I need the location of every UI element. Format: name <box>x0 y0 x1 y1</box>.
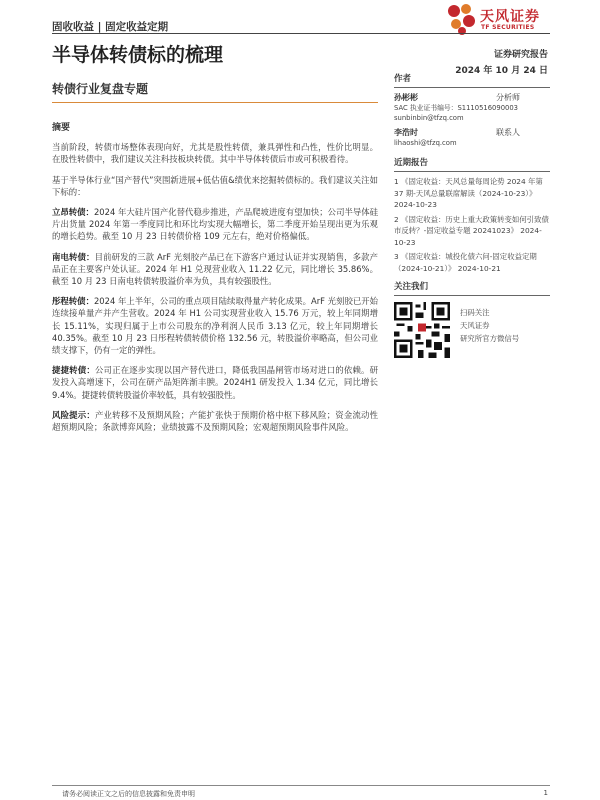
paragraph-lead: 彤程转债： <box>52 296 94 307</box>
author-email[interactable]: sunbinbin@tfzq.com <box>394 114 464 122</box>
author-role: 联系人 <box>496 128 520 137</box>
report-date: 2024 年 10 月 24 日 <box>455 66 548 76</box>
paragraph-text: 产业转移不及预期风险；产能扩张快于预期价格中枢下移风险；资金流动性超预期风险；条款博弈风险；业绩披露不及预期风险；宏观超预期风险事件风险。 <box>52 409 379 433</box>
report-type: 证券研究报告 <box>493 50 548 60</box>
recent-report-item[interactable]: 3 《固定收益：城投化债六问-固定收益定期（2024-10-21）》 2024-10-21 <box>394 252 537 273</box>
summary-paragraph <box>52 206 378 243</box>
paragraph-lead: 捷捷转债： <box>52 365 95 376</box>
paragraph-text: 公司正在逐步实现以国产替代进口，降低我国晶闸管市场对进口的依赖。研发投入高增速下，公司在研产品矩阵渐丰腴。2024H1 研发投入 1.34 亿元，同比增长 9.4%。捷捷转债转股溢价率较低，具有较强股性。 <box>52 365 379 400</box>
logo-text-en: TF SECURITIES <box>481 24 535 31</box>
author-email[interactable]: lihaoshi@tfzq.com <box>394 139 457 147</box>
follow-us <box>394 282 550 358</box>
qr-line: 天风证券 <box>460 321 490 330</box>
follow-title: 关注我们 <box>394 282 550 296</box>
paragraph-text: 基于半导体行业“国产替代”突围新进展+低估值&绩优来挖掘转债标的。我们建议关注如下标的： <box>52 174 378 197</box>
summary-section <box>52 122 378 441</box>
page-number: 1 <box>543 789 548 797</box>
summary-paragraph <box>52 364 378 401</box>
qr-code-icon <box>394 302 450 358</box>
footer-disclaimer: 请务必阅读正文之后的信息披露和免责申明 <box>62 790 195 798</box>
summary-paragraph <box>52 295 378 356</box>
author-card <box>394 92 550 123</box>
sidebar <box>394 74 550 358</box>
logo-text-cn: 天风证券 <box>480 9 540 25</box>
paragraph-lead: 立昂转债： <box>52 207 94 218</box>
paragraph-lead: 风险提示： <box>52 409 95 420</box>
recent-report-item[interactable]: 1 《固定收益：天风总量每周论势 2024 年第 37 期-天风总量联席解读（2024-10-23）》 2024-10-23 <box>394 177 543 209</box>
page-subtitle: 转债行业复盘专题 <box>52 82 149 96</box>
recent-reports-title: 近期报告 <box>394 158 550 172</box>
recent-reports <box>394 158 550 274</box>
summary-paragraph <box>52 251 378 288</box>
recent-report-item[interactable]: 2 《固定收益：历史上重大政策转变如何引致债市反转？-固定收益专题 20241023》 2024-10-23 <box>394 214 549 247</box>
summary-paragraph <box>52 141 378 165</box>
paragraph-text: 目前研发的三款 ArF 光刻胶产品已在下游客户通过认证并实现销售，多款产品正在主要客户处认证。2024 年 H1 兑现营业收入 11.22 亿元，同比增长 35.86%。截至 10 月 23 日南电转债转股溢价率为负，具有较强股性。 <box>52 251 379 287</box>
report-category: 固收收益 | 固定收益定期 <box>52 21 169 33</box>
summary-heading: 摘要 <box>52 123 71 133</box>
summary-paragraph <box>52 409 378 433</box>
logo-mark-icon <box>444 2 478 36</box>
qr-line: 扫码关注 <box>460 308 490 317</box>
author-cert: SAC 执业证书编号：S1110516090003 <box>394 104 518 112</box>
authors-title: 作者 <box>394 74 550 88</box>
paragraph-lead: 南电转债： <box>52 251 95 262</box>
summary-paragraph <box>52 174 378 198</box>
paragraph-text: 当前阶段，转债市场整体表现向好，尤其是股性转债，兼具弹性和凸性，性价比明显。在股性转债中，我们建议关注科技板块转债。其中半导体转债后市或可积极看待。 <box>52 142 378 165</box>
author-role: 分析师 <box>496 93 520 102</box>
page-title: 半导体转债标的梳理 <box>52 44 224 66</box>
header-divider <box>52 33 550 34</box>
subtitle-divider <box>52 102 378 103</box>
author-name: 李浩时 <box>394 128 418 137</box>
author-card <box>394 127 550 148</box>
author-name: 孙彬彬 <box>394 93 418 102</box>
paragraph-text: 2024 年大硅片国产化替代稳步推进，产品爬坡进度有望加快；公司半导体硅片出货量 2024 年第一季度同比和环比均实现大幅增长，第二季度开始呈现出更为乐观的增长趋势。截至 10 月 23 日转债价格 109 元左右，绝对价格偏低。 <box>52 207 378 242</box>
qr-line: 研究所官方微信号 <box>460 334 520 343</box>
footer-divider <box>52 785 550 786</box>
paragraph-text: 2024 年上半年，公司的重点项目陆续取得量产转化成果。ArF 光刻胶已开始连续接单量产并产生营收。2024 年 H1 公司实现营业收入 15.76 万元，较上年同期增长 15.11%，实现归属于上市公司股东的净利润人民币 3.13 亿元，较上年同期增长 40.35%。截至 10 月 23 日彤程转债转债价格 132.56 元，转股溢价率略高，但公司业绩支撑下，仍有一定的弹性。 <box>52 296 378 356</box>
